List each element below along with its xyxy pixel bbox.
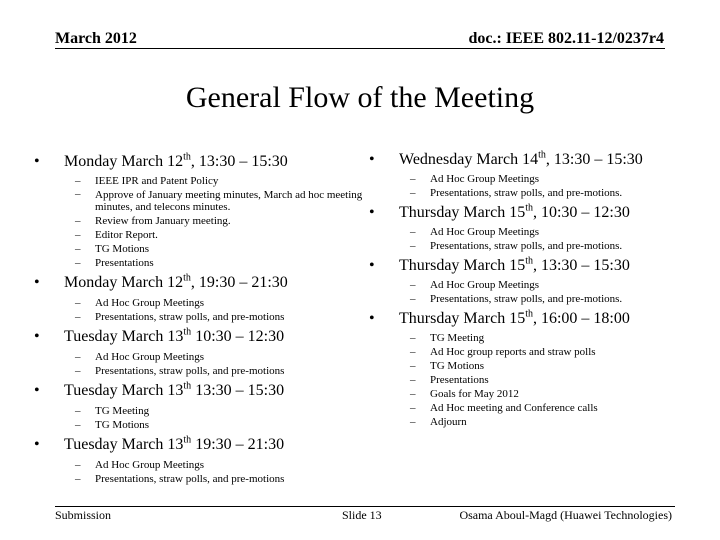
item-text: Ad Hoc Group Meetings xyxy=(95,459,205,471)
session-items xyxy=(365,278,695,306)
item-text: Ad Hoc Group Meetings xyxy=(430,279,540,291)
dash-glyph: – xyxy=(410,187,416,199)
dash-glyph: – xyxy=(410,374,416,386)
list-item xyxy=(30,404,365,418)
list-item xyxy=(30,310,365,324)
dash-glyph: – xyxy=(75,405,81,417)
list-item xyxy=(365,387,695,401)
dash-glyph: – xyxy=(410,293,416,305)
footer-submission: Submission xyxy=(55,508,112,522)
item-text: Presentations, straw polls, and pre-motions xyxy=(95,311,285,323)
dash-glyph: – xyxy=(410,332,416,344)
session-heading xyxy=(30,381,365,401)
dash-glyph: – xyxy=(75,229,81,241)
bullet-glyph: • xyxy=(369,257,375,274)
session-day: Wednesday March 14 xyxy=(399,151,539,168)
session-day: Monday March 12 xyxy=(64,153,184,170)
bullet-glyph: • xyxy=(34,153,40,170)
footer-slide-number: Slide 13 xyxy=(342,508,382,522)
ordinal-suffix: th xyxy=(538,149,546,161)
dash-glyph: – xyxy=(75,188,81,200)
session-time: , 16:00 – 18:00 xyxy=(532,310,630,327)
dash-glyph: – xyxy=(75,243,81,255)
bullet-glyph: • xyxy=(34,436,40,453)
session-items xyxy=(30,458,365,486)
ordinal-suffix: th xyxy=(183,380,192,392)
bullet-glyph: • xyxy=(34,382,40,399)
ordinal-suffix: th xyxy=(525,202,533,214)
list-item xyxy=(365,172,695,186)
dash-glyph: – xyxy=(75,215,81,227)
session-day: Tuesday March 13 xyxy=(64,436,184,453)
ordinal-suffix: th xyxy=(525,255,533,267)
list-item xyxy=(365,415,695,429)
item-text: Presentations, straw polls, and pre-motions xyxy=(95,365,285,377)
session-items xyxy=(30,350,365,378)
slide-title: General Flow of the Meeting xyxy=(185,81,535,114)
session-items xyxy=(30,404,365,432)
dash-glyph: – xyxy=(410,402,416,414)
bullet-glyph: • xyxy=(34,274,40,291)
list-item xyxy=(30,350,365,364)
list-item xyxy=(30,174,365,188)
agenda-session xyxy=(365,203,695,253)
item-text: TG Motions xyxy=(430,360,485,372)
item-text: Review from January meeting. xyxy=(95,215,231,227)
item-text: Presentations xyxy=(95,257,154,269)
session-day: Tuesday March 13 xyxy=(64,382,184,399)
ordinal-suffix: th xyxy=(183,434,192,446)
item-text: Presentations, straw polls, and pre-motions. xyxy=(430,293,623,305)
session-heading xyxy=(365,309,695,329)
dash-glyph: – xyxy=(410,240,416,252)
session-items xyxy=(30,296,365,324)
item-text: Editor Report. xyxy=(95,229,158,241)
session-time: , 10:30 – 12:30 xyxy=(532,204,630,221)
header-doc-id: doc.: IEEE 802.11-12/0237r4 xyxy=(468,30,664,47)
header-rule xyxy=(55,48,665,49)
session-time: , 13:30 – 15:30 xyxy=(532,257,630,274)
ordinal-suffix: th xyxy=(183,326,192,338)
item-text: Adjourn xyxy=(430,416,467,428)
session-day: Thursday March 15 xyxy=(399,204,526,221)
list-item xyxy=(365,359,695,373)
list-item xyxy=(30,418,365,432)
dash-glyph: – xyxy=(75,365,81,377)
item-text: Ad Hoc group reports and straw polls xyxy=(430,346,596,358)
list-item xyxy=(30,256,365,270)
list-item xyxy=(30,364,365,378)
agenda-session xyxy=(30,152,365,270)
item-text: TG Meeting xyxy=(95,405,150,417)
bullet-glyph: • xyxy=(369,310,375,327)
session-day: Thursday March 15 xyxy=(399,257,526,274)
session-items xyxy=(365,331,695,429)
ordinal-suffix: th xyxy=(525,308,533,320)
list-item xyxy=(365,225,695,239)
item-text: Presentations, straw polls, and pre-motions xyxy=(95,473,285,485)
session-day: Tuesday March 13 xyxy=(64,328,184,345)
dash-glyph: – xyxy=(410,279,416,291)
session-time: , 13:30 – 15:30 xyxy=(545,151,643,168)
list-item xyxy=(30,228,365,242)
session-items xyxy=(365,225,695,253)
list-item xyxy=(30,472,365,486)
item-text: IEEE IPR and Patent Policy xyxy=(95,175,219,187)
item-text: Approve of January meeting minutes, March ad hoc meeting minutes, and telecons minutes. xyxy=(95,189,363,213)
dash-glyph: – xyxy=(75,257,81,269)
session-heading xyxy=(30,273,365,293)
session-day: Thursday March 15 xyxy=(399,310,526,327)
agenda-session xyxy=(365,150,695,200)
list-item xyxy=(365,292,695,306)
header-date: March 2012 xyxy=(55,30,137,47)
item-text: TG Motions xyxy=(95,243,150,255)
ordinal-suffix: th xyxy=(183,151,191,163)
session-time: 10:30 – 12:30 xyxy=(191,328,285,345)
agenda-session xyxy=(30,327,365,378)
list-item xyxy=(365,186,695,200)
list-item xyxy=(365,331,695,345)
dash-glyph: – xyxy=(75,297,81,309)
agenda-session xyxy=(30,435,365,486)
agenda-session xyxy=(30,273,365,324)
item-text: Ad Hoc Group Meetings xyxy=(95,297,205,309)
session-day: Monday March 12 xyxy=(64,274,184,291)
item-text: Goals for May 2012 xyxy=(430,388,519,400)
dash-glyph: – xyxy=(75,311,81,323)
bullet-glyph: • xyxy=(369,151,375,168)
dash-glyph: – xyxy=(75,175,81,187)
session-heading xyxy=(30,327,365,347)
bullet-glyph: • xyxy=(34,328,40,345)
ordinal-suffix: th xyxy=(183,272,191,284)
dash-glyph: – xyxy=(75,419,81,431)
item-text: Presentations, straw polls, and pre-motions. xyxy=(430,187,623,199)
session-time: 19:30 – 21:30 xyxy=(191,436,285,453)
dash-glyph: – xyxy=(410,173,416,185)
agenda-session xyxy=(365,256,695,306)
agenda-session xyxy=(365,309,695,429)
left-column xyxy=(30,150,365,486)
session-time: , 13:30 – 15:30 xyxy=(190,153,288,170)
dash-glyph: – xyxy=(410,388,416,400)
dash-glyph: – xyxy=(410,226,416,238)
dash-glyph: – xyxy=(410,346,416,358)
list-item xyxy=(30,188,365,214)
item-text: Presentations, straw polls, and pre-motions. xyxy=(430,240,623,252)
list-item xyxy=(365,345,695,359)
list-item xyxy=(365,373,695,387)
dash-glyph: – xyxy=(410,416,416,428)
list-item xyxy=(365,278,695,292)
session-heading xyxy=(365,203,695,223)
dash-glyph: – xyxy=(75,351,81,363)
item-text: Ad Hoc Group Meetings xyxy=(95,351,205,363)
footer-rule xyxy=(55,506,675,507)
session-items xyxy=(365,172,695,200)
list-item xyxy=(365,401,695,415)
session-heading xyxy=(365,150,695,170)
item-text: TG Meeting xyxy=(430,332,485,344)
list-item xyxy=(30,458,365,472)
session-heading xyxy=(30,435,365,455)
session-time: , 19:30 – 21:30 xyxy=(190,274,288,291)
item-text: Ad Hoc meeting and Conference calls xyxy=(430,402,598,414)
session-heading xyxy=(30,152,365,172)
dash-glyph: – xyxy=(410,360,416,372)
session-time: 13:30 – 15:30 xyxy=(191,382,285,399)
dash-glyph: – xyxy=(75,459,81,471)
dash-glyph: – xyxy=(75,473,81,485)
list-item xyxy=(365,239,695,253)
session-items xyxy=(30,174,365,270)
item-text: TG Motions xyxy=(95,419,150,431)
list-item xyxy=(30,242,365,256)
item-text: Ad Hoc Group Meetings xyxy=(430,226,540,238)
item-text: Presentations xyxy=(430,374,489,386)
item-text: Ad Hoc Group Meetings xyxy=(430,173,540,185)
list-item xyxy=(30,296,365,310)
list-item xyxy=(30,214,365,228)
right-column xyxy=(365,150,695,429)
footer-author: Osama Aboul-Magd (Huawei Technologies) xyxy=(459,508,672,522)
agenda-session xyxy=(30,381,365,432)
bullet-glyph: • xyxy=(369,204,375,221)
session-heading xyxy=(365,256,695,276)
